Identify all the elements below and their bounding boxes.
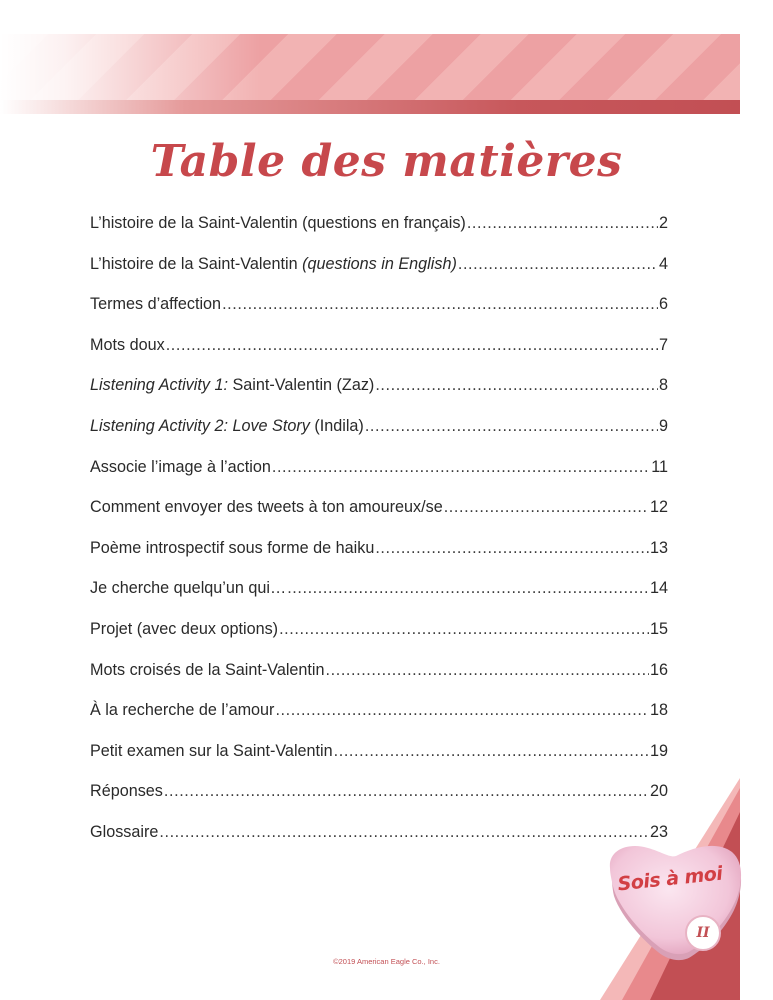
- dot-leader: [222, 284, 658, 325]
- header-stripe-banner: [0, 34, 740, 100]
- dot-leader: [159, 812, 649, 853]
- toc-entry-title-text: Associe l’image à l’action: [90, 457, 271, 476]
- toc-entry-title-italic: Listening Activity 2: Love Story: [90, 416, 310, 435]
- dot-leader: [272, 447, 650, 488]
- toc-entry: [90, 731, 668, 772]
- toc-entry-page: 4: [658, 254, 668, 273]
- toc-entry-page: 6: [658, 295, 668, 314]
- toc-entry-title-text: À la recherche de l’amour: [90, 701, 275, 720]
- toc-entry-title-text: (Indila): [309, 416, 364, 435]
- toc-entry-title: [90, 406, 364, 447]
- toc-entry-page: 12: [649, 498, 668, 517]
- table-of-contents: [90, 203, 668, 853]
- toc-entry: [90, 325, 668, 366]
- toc-entry-title: [90, 650, 325, 691]
- banner-fade: [0, 34, 260, 100]
- toc-entry-page: 15: [649, 619, 668, 638]
- toc-entry-title-text: Termes d’affection: [90, 295, 222, 314]
- toc-entry: [90, 771, 668, 812]
- toc-entry-title-text: Comment envoyer des tweets à ton amoureux/se: [90, 498, 443, 517]
- toc-entry-page: 19: [649, 741, 668, 760]
- toc-entry-title-text: Poème introspectif sous forme de haiku: [90, 538, 375, 557]
- toc-entry-title: [90, 244, 457, 285]
- toc-entry-title-text: Glossaire: [90, 822, 159, 841]
- dot-leader: [166, 325, 658, 366]
- dot-leader: [164, 771, 649, 812]
- toc-entry: [90, 609, 668, 650]
- toc-entry-title: [90, 447, 271, 488]
- toc-entry-title: [90, 568, 286, 609]
- heart-candy-icon: [600, 840, 750, 966]
- toc-entry: [90, 528, 668, 569]
- toc-entry-title: [90, 609, 278, 650]
- dot-leader: [467, 203, 658, 244]
- toc-entry-page: 2: [658, 214, 668, 232]
- dot-leader: [458, 244, 658, 285]
- toc-entry-title: [90, 203, 466, 244]
- toc-entry: [90, 690, 668, 731]
- toc-entry: [90, 568, 668, 609]
- toc-entry: [90, 447, 668, 488]
- toc-entry: [90, 650, 668, 691]
- toc-entry-title-text: Réponses: [90, 782, 163, 801]
- toc-entry-page: 20: [649, 782, 668, 801]
- page-title: Table des matières: [150, 136, 623, 187]
- toc-entry-page: 7: [658, 335, 668, 354]
- toc-entry-page: 9: [658, 416, 668, 435]
- dot-leader: [375, 365, 658, 406]
- toc-entry-title: [90, 771, 163, 812]
- toc-entry-title: [90, 812, 158, 853]
- toc-entry-title: [90, 325, 165, 366]
- toc-entry-title-text: Je cherche quelqu’un qui…: [90, 579, 287, 598]
- toc-entry-page: 8: [658, 376, 668, 395]
- toc-entry-page: 18: [649, 701, 668, 720]
- dot-leader: [375, 528, 649, 569]
- toc-entry-title: [90, 731, 333, 772]
- toc-entry-title: [90, 690, 274, 731]
- toc-entry-title-text: Projet (avec deux options): [90, 619, 279, 638]
- toc-entry: [90, 284, 668, 325]
- toc-entry-page: 23: [649, 822, 668, 841]
- toc-entry-page: 14: [649, 579, 668, 598]
- toc-entry-title-text: Mots croisés de la Saint-Valentin: [90, 660, 325, 679]
- toc-entry-title-text: Saint-Valentin (Zaz): [227, 376, 375, 395]
- copyright-notice: ©2019 American Eagle Co., Inc.: [333, 957, 440, 966]
- dot-leader: [275, 690, 649, 731]
- toc-entry: [90, 406, 668, 447]
- toc-entry-title: [90, 284, 221, 325]
- toc-entry-title-italic: (questions in English): [302, 254, 457, 273]
- dot-leader: [279, 609, 649, 650]
- toc-entry-page: 16: [649, 660, 668, 679]
- toc-entry: [90, 365, 668, 406]
- toc-entry-title: [90, 365, 374, 406]
- toc-entry-title-text: L’histoire de la Saint-Valentin: [90, 254, 303, 273]
- page-number: II: [696, 925, 710, 941]
- dot-leader: [334, 731, 649, 772]
- dot-leader: [444, 487, 649, 528]
- dot-leader: [365, 406, 658, 447]
- dot-leader: [287, 568, 649, 609]
- toc-entry-page: 11: [651, 457, 668, 476]
- toc-entry-title-text: L’histoire de la Saint-Valentin (questions en français): [90, 214, 466, 232]
- toc-entry-title-text: Mots doux: [90, 335, 165, 354]
- toc-entry: [90, 812, 668, 853]
- toc-entry-title-text: Petit examen sur la Saint-Valentin: [90, 741, 333, 760]
- header-underline-strip: [0, 100, 740, 114]
- toc-entry-title: [90, 487, 443, 528]
- toc-entry: [90, 244, 668, 285]
- toc-entry-title: [90, 528, 374, 569]
- toc-entry-page: 13: [649, 538, 668, 557]
- heart-candy-label: Sois à moi: [616, 862, 724, 896]
- toc-entry: [90, 203, 668, 244]
- toc-entry-title-italic: Listening Activity 1:: [90, 376, 228, 395]
- dot-leader: [326, 650, 649, 691]
- toc-entry: [90, 487, 668, 528]
